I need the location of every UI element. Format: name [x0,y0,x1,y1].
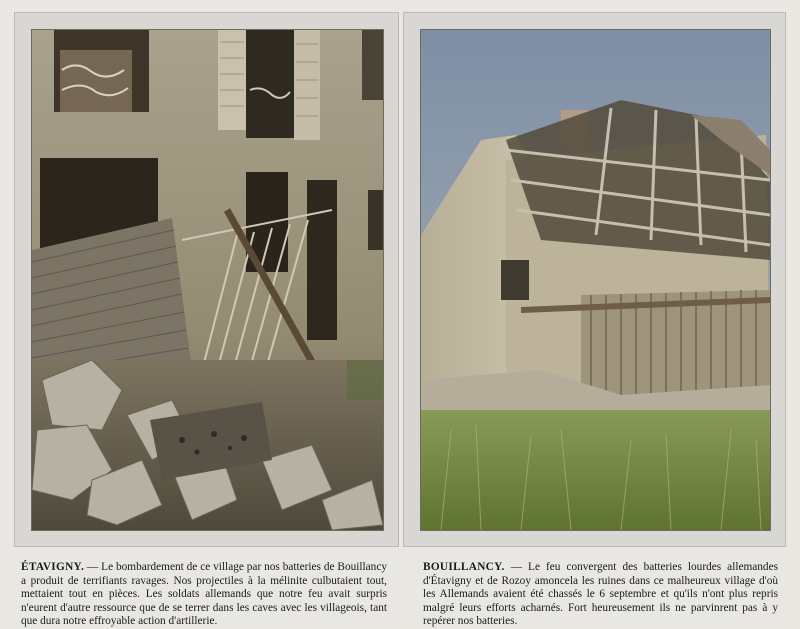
bouillancy-illustration [421,30,770,530]
caption-place-etavigny: ÉTAVIGNY. [21,561,85,573]
caption-text-bouillancy: — Le feu convergent des batteries lourdes allemandes d'Étavigny et de Rozoy amoncela les ruines dans ce malheureux village d'où les Allemands avaient été chassés le 6 septembre et qu'ils n'ont plus repris malgré leurs efforts acharnés. Fort heureusement ils ne parvinrent pas à y repérer nos batteries. [423,561,778,628]
photo-etavigny-ruined-house [31,29,384,531]
etavigny-illustration [32,30,383,530]
photo-bouillancy-ruined-house [420,29,771,531]
plate-etavigny [14,12,399,547]
caption-place-bouillancy: BOUILLANCY. [423,561,505,573]
caption-text-etavigny: — Le bombardement de ce village par nos batteries de Bouillancy a produit de terrifiants ravages. Nos projectiles à la mélinite culbutaient tout, mettaient tout en pièces. Les soldats allemands que notre feu avait surpris n'eurent d'autre ressource que de se terrer dans les caves avec les villageois, tant que dura notre effroyable action d'artillerie. [21,561,387,628]
plate-bouillancy [403,12,786,547]
caption-etavigny [21,561,387,629]
caption-bouillancy [423,561,778,629]
